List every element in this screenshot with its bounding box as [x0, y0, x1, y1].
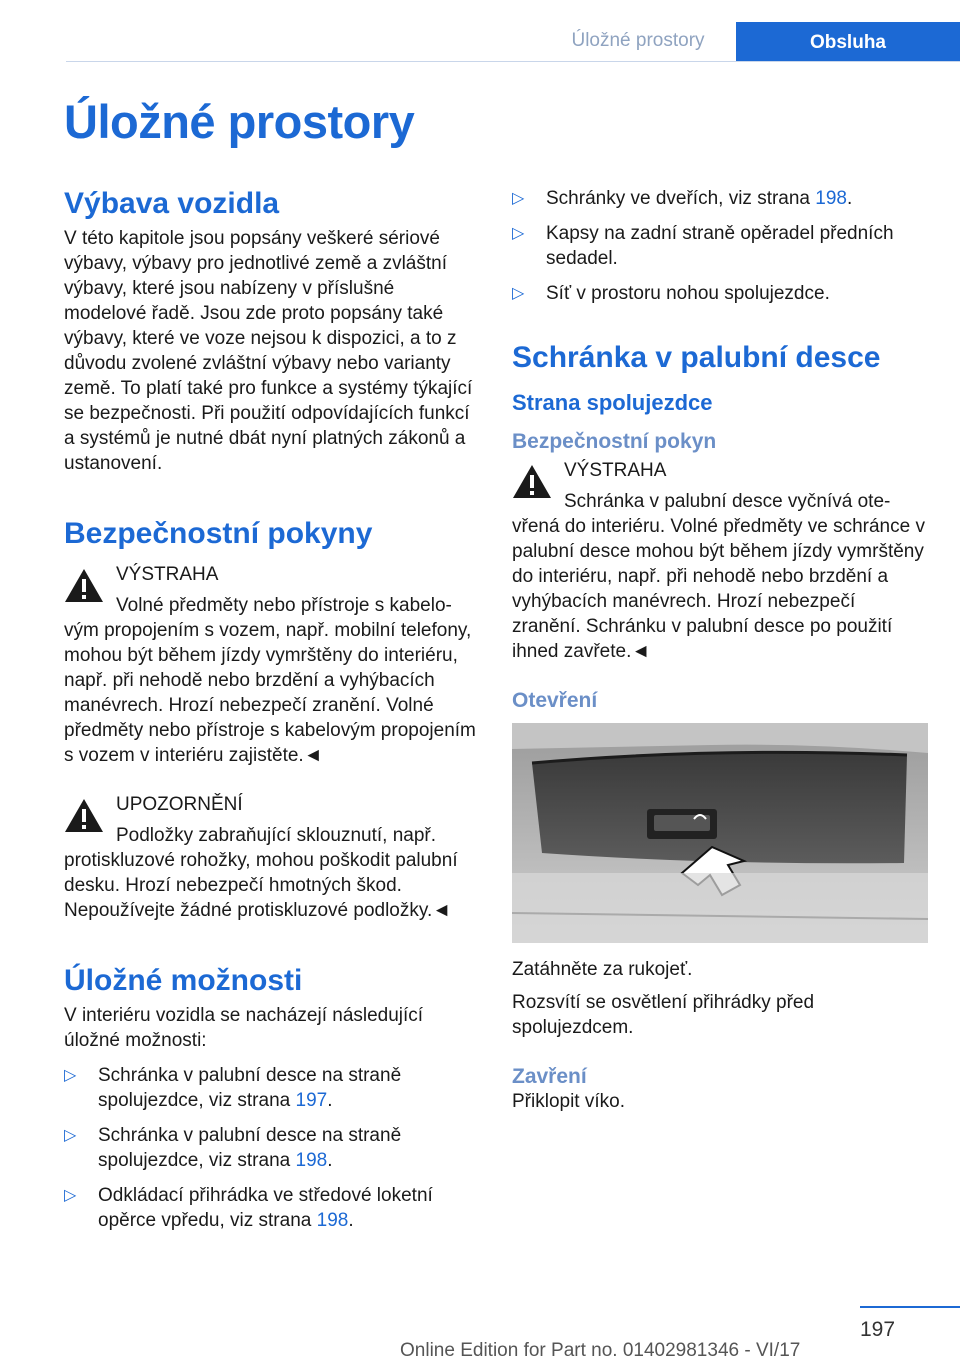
- list-item: ▷ Kapsy na zadní straně opěradel předních sedadel.: [512, 223, 894, 269]
- header-tab: Obsluha: [736, 22, 960, 62]
- list-item: ▷ Schránky ve dveřích, viz strana 198.: [512, 188, 853, 209]
- warning-block-1: [64, 562, 476, 618]
- warning-triangle-icon: [64, 568, 104, 603]
- warning-triangle-icon: [512, 464, 552, 499]
- warning-heading: VÝSTRAHA: [116, 564, 219, 585]
- triangle-right-icon: ▷: [512, 225, 525, 242]
- triangle-right-icon: ▷: [512, 285, 525, 302]
- section-title-schranka: Schránka v palubní desce: [512, 341, 881, 374]
- subsubsection-title: Bezpečnostní pokyn: [512, 430, 717, 453]
- warning-block-2: [64, 792, 476, 848]
- warning-text-first: Schránka v palubní desce vyčnívá ote-: [564, 491, 891, 512]
- warning-text-first: Podložky zabraňující sklouznutí, např.: [116, 825, 437, 846]
- section-title-bezpecnost: Bezpečnostní pokyny: [64, 517, 373, 550]
- warning-text-rest: vým propojením s vozem, např. mobilní telefony, mohou být během jízdy vymrštěny do interiéru, např. při nehodě nebo brzdění a vyhýbacích manévrech. Hrozí nebezpečí zranění. Volné předměty nebo přístroje s kabelovým propojením s vozem v interiéru zajistěte.◄: [64, 620, 476, 766]
- warning-heading: UPOZORNĚNÍ: [116, 794, 243, 815]
- section-title-vybava: Výbava vozidla: [64, 187, 280, 220]
- open-instruction: Zatáhněte za rukojeť.: [512, 959, 693, 980]
- glovebox-photo: [512, 723, 928, 943]
- right-column: [512, 186, 928, 1114]
- storage-list: [64, 1063, 476, 1233]
- left-column: [64, 186, 476, 1243]
- triangle-right-icon: ▷: [64, 1067, 77, 1084]
- storage-list-continued: [512, 186, 928, 306]
- subsection-title: Strana spolujezdce: [512, 390, 713, 415]
- page-link[interactable]: 198: [815, 188, 847, 209]
- warning-block-3: [512, 458, 928, 514]
- list-item: ▷ Síť v prostoru nohou spolujezdce.: [512, 283, 830, 304]
- page-number-rule: [860, 1306, 960, 1308]
- page-link[interactable]: 198: [295, 1150, 328, 1171]
- triangle-right-icon: ▷: [64, 1187, 77, 1204]
- close-instruction: Přiklopit víko.: [512, 1091, 625, 1112]
- page-number: 197: [860, 1318, 896, 1341]
- open-note: Rozsvítí se osvětlení přihrádky před spolujezdcem.: [512, 992, 815, 1038]
- subsubsection-title-zavreni: Zavření: [512, 1065, 587, 1088]
- header-divider: [66, 61, 960, 62]
- section-text-vybava: V této kapitole jsou popsány veškeré sériové výbavy, výbavy pro jednotlivé země a zvláštní výbavy, které jsou nabízeny v příslušné modelové řadě. Jsou zde proto popsány také výbavy, které ve voze nejsou k dispozici, a to z důvodu zvolené zvláštní výbavy nebo varianty země. To platí také pro funkce a systémy týkající se bezpečnosti. Při použití odpovídajících funkcí a systémů je nutné dbát nyní platných zákonů a ustanovení.: [64, 228, 473, 474]
- warning-text-rest: protiskluzové rohožky, mohou poškodit palubní desku. Hrozí nebezpečí hmotných škod. Nepoužívejte žádné protiskluzové podložky.◄: [64, 850, 458, 921]
- warning-text-rest: vřená do interiéru. Volné předměty ve schránce v palubní desce mohou být během jízdy vymrštěny do interiéru, např. při nehodě nebo brzdění a vyhýbacích manévrech. Hrozí nebezpečí zranění. Schránku v palubní desce po použití ihned zavřete.◄: [512, 516, 925, 662]
- warning-heading: VÝSTRAHA: [564, 460, 667, 481]
- section-text-moznosti: V interiéru vozidla se nacházejí následující úložné možnosti:: [64, 1005, 424, 1051]
- subsubsection-title-otevreni: Otevření: [512, 689, 598, 712]
- page-title: Úložné prostory: [64, 95, 415, 148]
- warning-triangle-icon: [64, 798, 104, 833]
- triangle-right-icon: ▷: [64, 1127, 77, 1144]
- header-section-label: Úložné prostory: [571, 30, 705, 51]
- list-item: ▷ Schránka v palubní desce na straně spolujezdce, viz strana 198.: [64, 1125, 402, 1171]
- list-item: ▷ Schránka v palubní desce na straně spolujezdce, viz strana 197.: [64, 1065, 402, 1111]
- page-link[interactable]: 198: [316, 1210, 349, 1231]
- footer-edition: Online Edition for Part no. 01402981346 - VI/17: [400, 1340, 801, 1361]
- warning-text-first: Volné předměty nebo přístroje s kabelo-: [116, 595, 452, 616]
- list-item: ▷ Odkládací přihrádka ve středové loketní opěrce vpředu, viz strana 198.: [64, 1185, 433, 1231]
- section-title-moznosti: Úložné možnosti: [64, 964, 303, 997]
- page-link[interactable]: 197: [295, 1090, 328, 1111]
- triangle-right-icon: ▷: [512, 190, 525, 207]
